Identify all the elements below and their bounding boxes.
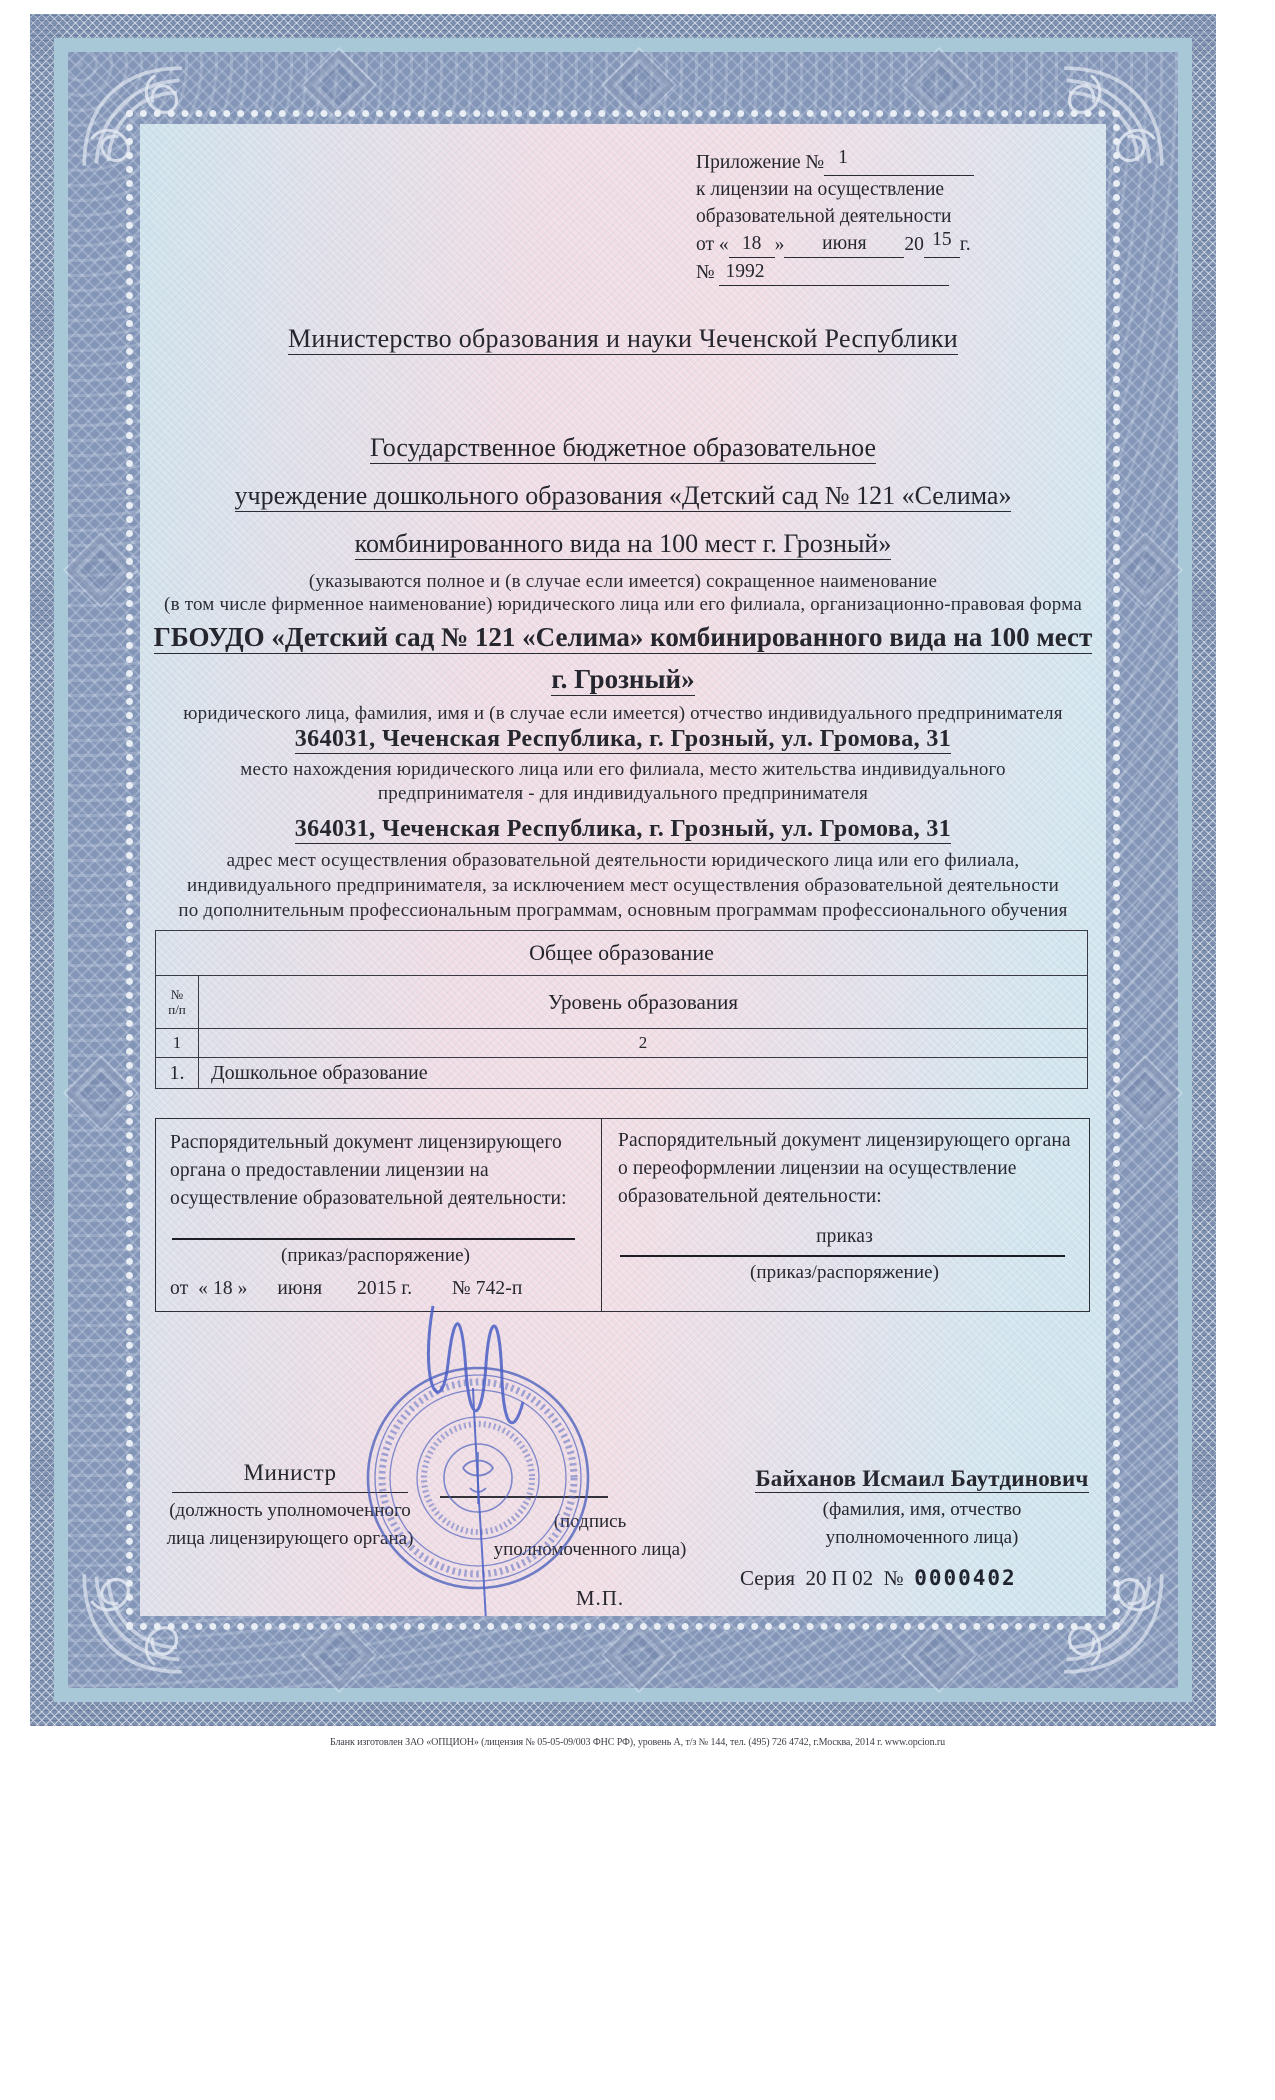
name-caption2: уполномоченного лица) — [825, 1527, 1019, 1548]
date-prefix: от « — [696, 234, 729, 255]
org-name-line1: Государственное бюджетное образовательное — [369, 433, 877, 462]
column-header-num — [156, 976, 199, 1029]
index-cell-2: 2 — [199, 1029, 1088, 1058]
position-block — [140, 1460, 440, 1553]
grant-order-rule — [172, 1238, 575, 1240]
blank-number-label: № — [883, 1566, 904, 1590]
org-name-line — [140, 424, 1106, 472]
name-caption1: (фамилия, имя, отчество — [822, 1499, 1022, 1520]
org-name-line3: комбинированного вида на 100 мест г. Грозный» — [354, 529, 892, 558]
reissue-order-cell — [602, 1119, 1089, 1311]
legal-address-caption1: место нахождения юридического лица или его филиала, место жительства индивидуального — [240, 759, 1006, 780]
short-name-line2: г. Грозный» — [551, 664, 695, 694]
row-level-cell: Дошкольное образование — [199, 1058, 1088, 1089]
num-header-line2: п/п — [168, 1002, 186, 1017]
activity-address — [140, 816, 1106, 843]
index-cell-1: 1 — [156, 1029, 199, 1058]
appendix-number: 1 — [838, 147, 848, 168]
position-caption — [140, 1497, 440, 1553]
reissue-order-title: Распорядительный документ лицензирующего органа о переоформлении лицензии на осуществление образовательной деятельности: — [618, 1130, 1071, 1207]
org-name-line — [140, 472, 1106, 520]
position-caption1: (должность уполномоченного — [169, 1500, 411, 1521]
position-caption2: лица лицензирующего органа) — [166, 1528, 414, 1549]
appendix-license-line — [696, 258, 1096, 286]
name-caption — [740, 1496, 1104, 1552]
ministry-title — [140, 324, 1106, 354]
grant-order-cell — [156, 1119, 602, 1311]
signature-line — [440, 1496, 608, 1498]
signature-caption1: (подпись — [553, 1511, 627, 1532]
date-year: 15 — [932, 229, 952, 250]
signature-caption — [470, 1508, 710, 1564]
appendix-label: Приложение № — [696, 152, 825, 173]
org-name-line2: учреждение дошкольного образования «Детский сад № 121 «Селима» — [234, 481, 1012, 510]
appendix-header-block — [696, 148, 1096, 286]
num-header-line1: № — [170, 987, 184, 1002]
date-day: 18 — [729, 230, 775, 258]
printer-fine-print: Бланк изготовлен ЗАО «ОПЦИОН» (лицензия № 05-05-09/003 ФНС РФ), уровень А, т/з № 144, тел. (495) 726 4742, г.Москва, 2014 г. www.opcion.ru — [329, 1737, 946, 1748]
legal-address — [140, 726, 1106, 753]
authorized-person-block — [740, 1466, 1104, 1552]
license-number: 1992 — [719, 258, 949, 286]
legal-address-text: 364031, Чеченская Республика, г. Грозный, ул. Громова, 31 — [294, 726, 952, 752]
blank-serial-number: 0000402 — [914, 1566, 1017, 1590]
appendix-date-line — [696, 230, 1096, 258]
reissue-order-rule — [620, 1255, 1065, 1257]
legal-address-caption — [140, 758, 1106, 806]
appendix-line3: образовательной деятельности — [696, 206, 952, 227]
license-appendix-certificate — [30, 14, 1216, 1726]
short-name-line1: ГБОУДО «Детский сад № 121 «Селима» комбинированного вида на 100 мест — [153, 622, 1093, 652]
position-title: Министр — [172, 1460, 408, 1493]
short-name-caption — [140, 702, 1106, 725]
education-levels-table — [155, 930, 1088, 1089]
seal-place-mark: М.П. — [575, 1586, 625, 1610]
row-number-cell: 1. — [156, 1058, 199, 1089]
organization-short-name — [140, 616, 1106, 700]
activity-address-text: 364031, Чеченская Республика, г. Грозный, ул. Громова, 31 — [294, 816, 952, 842]
short-name-caption-text: юридического лица, фамилия, имя и (в случае если имеется) отчество индивидуального предпринимателя — [183, 703, 1063, 724]
legal-address-caption2: предпринимателя - для индивидуального предпринимателя — [377, 783, 869, 804]
org-name-caption — [140, 570, 1106, 616]
table-title-row — [156, 931, 1088, 976]
certificate-content — [140, 124, 1106, 1616]
spacer — [170, 1213, 581, 1234]
orders-section — [155, 1118, 1090, 1312]
series-value: 20 П 02 — [805, 1566, 874, 1590]
reissue-order-value: приказ — [816, 1226, 873, 1247]
authorized-person-name — [740, 1466, 1104, 1492]
org-name-caption2: (в том числе фирменное наименование) юридического лица или его филиала, организационно-правовая форма — [164, 594, 1082, 615]
appendix-number-line — [696, 148, 1096, 176]
grant-order-title: Распорядительный документ лицензирующего органа о предоставлении лицензии на осуществление образовательной деятельности: — [170, 1132, 567, 1209]
series-label: Серия — [740, 1566, 795, 1590]
date-close: » — [774, 234, 785, 255]
table-row — [156, 1058, 1088, 1089]
activity-address-caption2: индивидуального предпринимателя, за исключением мест осуществления образовательной деятельности — [187, 875, 1059, 896]
reissue-order-caption: (приказ/распоряжение) — [749, 1262, 940, 1283]
table-title: Общее образование — [156, 931, 1088, 976]
table-index-row — [156, 1029, 1088, 1058]
date-suffix: г. — [959, 234, 971, 255]
appendix-line2: к лицензии на осуществление — [696, 179, 945, 200]
date-year-prefix: 20 — [904, 234, 924, 255]
ministry-title-text: Министерство образования и науки Чеченской Республики — [288, 324, 958, 353]
organization-full-name — [140, 424, 1106, 568]
authorized-person-name-text: Байханов Исмаил Баутдинович — [755, 1466, 1089, 1491]
org-name-line — [140, 520, 1106, 568]
column-header-level: Уровень образования — [199, 976, 1088, 1029]
signature-caption2: уполномоченного лица) — [493, 1539, 687, 1560]
short-name-line — [140, 616, 1106, 658]
org-name-caption1: (указываются полное и (в случае если имеется) сокращенное наименование — [308, 571, 938, 592]
grant-order-caption: (приказ/распоряжение) — [280, 1245, 471, 1266]
series-number-line — [740, 1566, 1104, 1591]
date-year-blank — [924, 230, 960, 258]
license-number-label: № — [696, 262, 715, 283]
short-name-line — [140, 658, 1106, 700]
date-month: июня — [784, 230, 904, 258]
grant-order-details: от « 18 » июня 2015 г. № 742-п — [170, 1278, 523, 1299]
activity-address-caption1: адрес мест осуществления образовательной деятельности юридического лица или его филиала, — [226, 850, 1020, 871]
table-header-row — [156, 976, 1088, 1029]
appendix-number-blank — [824, 148, 974, 176]
official-seal-icon — [355, 1292, 605, 1616]
activity-address-caption — [140, 848, 1106, 923]
activity-address-caption3: по дополнительным профессиональным программам, основным программам профессионального обучения — [178, 900, 1068, 921]
